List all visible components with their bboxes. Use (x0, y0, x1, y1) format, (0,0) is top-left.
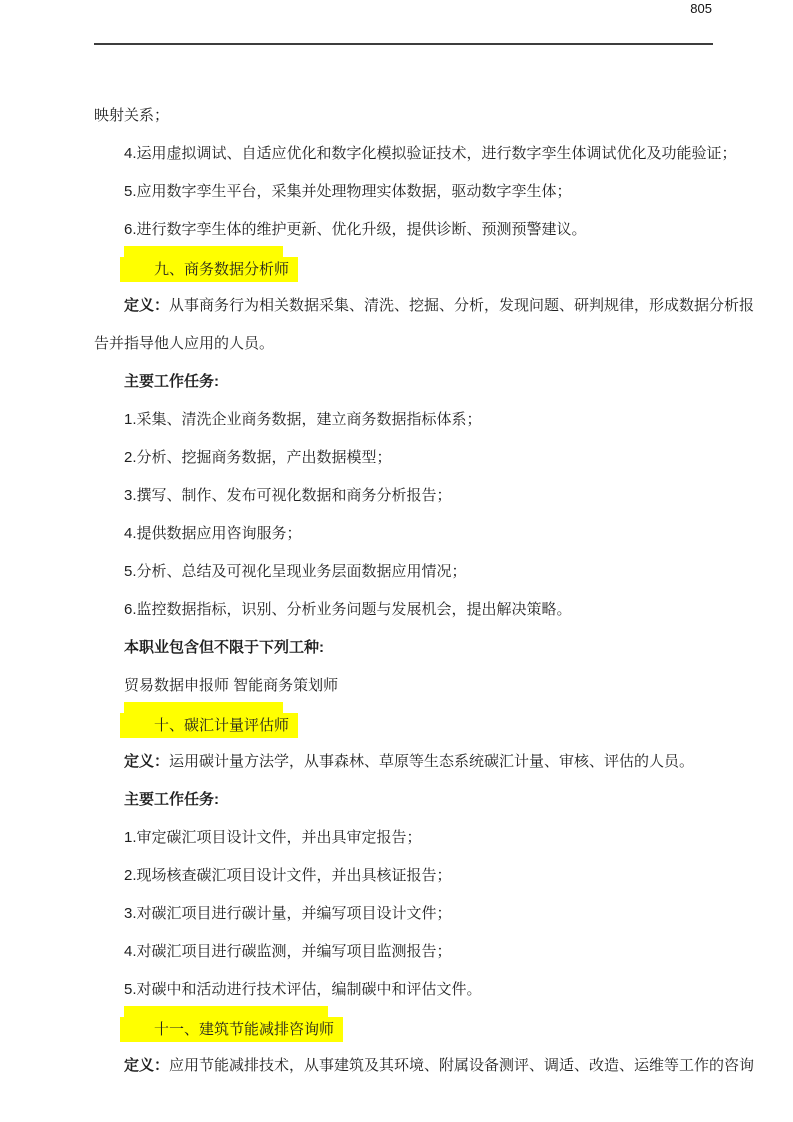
text-line: 定义：从事商务行为相关数据采集、清洗、挖掘、分析，发现问题、研判规律，形成数据分析报 (124, 297, 755, 314)
text-line: 定义：运用碳计量方法学，从事森林、草原等生态系统碳汇计量、审核、评估的人员。 (124, 753, 695, 770)
highlighted-heading-text: 十、碳汇计量评估师 (120, 713, 298, 738)
text-line: 4.运用虚拟调试、自适应优化和数字化模拟验证技术，进行数字孪生体调试优化及功能验证； (124, 145, 737, 162)
text-line: 4.提供数据应用咨询服务； (124, 525, 302, 542)
text-line: 2.现场核查碳汇项目设计文件，并出具核证报告； (124, 867, 452, 884)
text-line: 6.监控数据指标，识别、分析业务问题与发展机会，提出解决策略。 (124, 601, 572, 618)
document-content (94, 105, 755, 1093)
highlighted-heading-text: 十一、建筑节能减排咨询师 (120, 1017, 343, 1042)
text-line: 5.对碳中和活动进行技术评估，编制碳中和评估文件。 (124, 981, 482, 998)
text-line: 5.分析、总结及可视化呈现业务层面数据应用情况； (124, 563, 467, 580)
bold-label: 主要工作任务: (124, 373, 219, 390)
text-line: 映射关系； (94, 107, 170, 124)
text-line: 1.采集、清洗企业商务数据，建立商务数据指标体系； (124, 411, 482, 428)
text-line: 3.对碳汇项目进行碳计量，并编写项目设计文件； (124, 905, 452, 922)
text-line: 2.分析、挖掘商务数据，产出数据模型； (124, 449, 392, 466)
text-line: 6.进行数字孪生体的维护更新、优化升级，提供诊断、预测预警建议。 (124, 221, 587, 238)
definition-label: 定义： (124, 1057, 170, 1074)
text-line: 1.审定碳汇项目设计文件，并出具审定报告； (124, 829, 422, 846)
section-heading (94, 1017, 719, 1042)
text-line: 告并指导他人应用的人员。 (94, 335, 275, 352)
text-line (94, 789, 719, 810)
text-line: 定义：应用节能减排技术，从事建筑及其环境、附属设备测评、调适、改造、运维等工作的咨询 (124, 1057, 755, 1074)
bold-label: 主要工作任务: (124, 791, 219, 808)
section-heading (94, 713, 719, 738)
text-line: 贸易数据申报师 智能商务策划师 (124, 677, 339, 694)
text-line (94, 371, 719, 392)
text-line: 4.对碳汇项目进行碳监测，并编写项目监测报告； (124, 943, 452, 960)
highlighted-heading-text: 九、商务数据分析师 (120, 257, 298, 282)
text-line: 3.撰写、制作、发布可视化数据和商务分析报告； (124, 487, 452, 504)
section-heading (94, 257, 719, 282)
bold-label: 本职业包含但不限于下列工种: (124, 639, 324, 656)
text-line: 5.应用数字孪生平台，采集并处理物理实体数据，驱动数字孪生体； (124, 183, 572, 200)
text-line (94, 637, 719, 658)
definition-label: 定义： (124, 297, 170, 314)
header-rule (94, 43, 713, 45)
page-number: 805 (690, 1, 712, 16)
definition-label: 定义： (124, 753, 170, 770)
